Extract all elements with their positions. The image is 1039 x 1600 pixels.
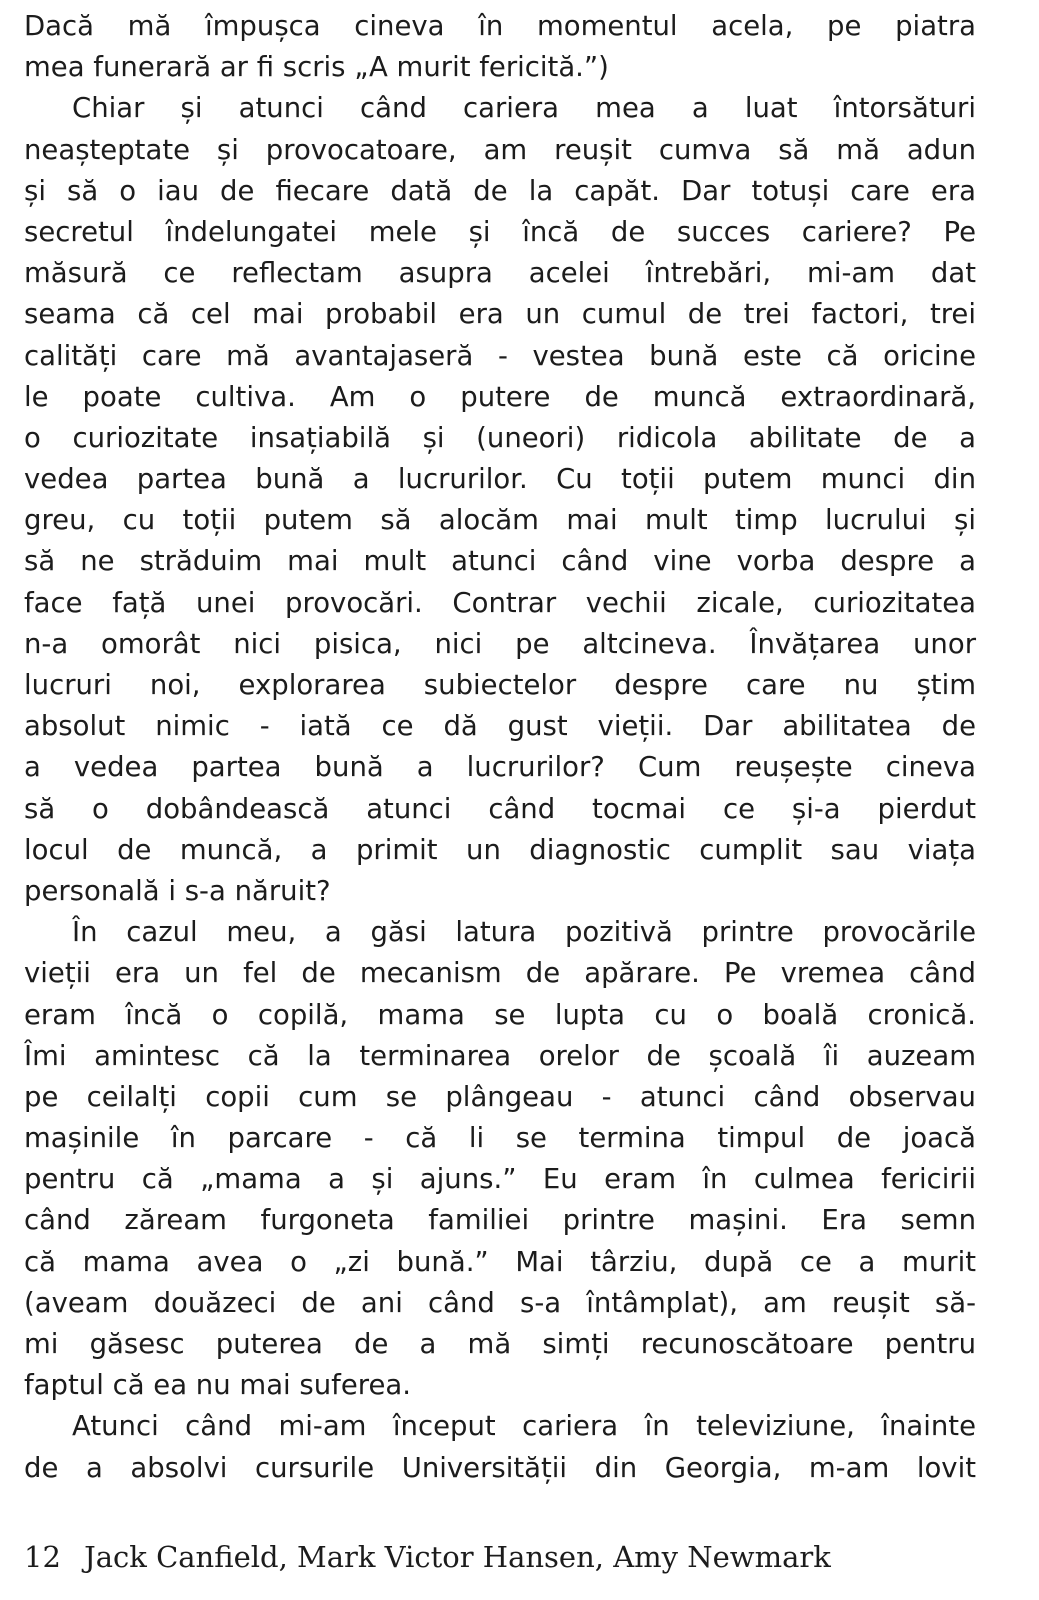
text-line: mașinile în parcare - că li se termina timpul de joacă <box>24 1122 976 1155</box>
text-line: În cazul meu, a găsi latura pozitivă printre provocările <box>72 916 976 949</box>
text-line: că mama avea o „zi bună.” Mai târziu, după ce a murit <box>24 1245 976 1278</box>
text-line: secretul îndelungatei mele și încă de succes cariere? Pe <box>24 215 976 248</box>
text-line: (aveam douăzeci de ani când s-a întâmplat), am reușit să- <box>24 1286 976 1319</box>
text-line: greu, cu toții putem să alocăm mai mult timp lucrului și <box>24 504 976 537</box>
text-line: când zăream furgoneta familiei printre mașini. Era semn <box>24 1204 976 1237</box>
text-line: neașteptate și provocatoare, am reușit cumva să mă adun <box>24 133 976 166</box>
text-line: să ne străduim mai mult atunci când vine vorba despre a <box>24 545 976 578</box>
text-line: seama că cel mai probabil era un cumul de trei factori, trei <box>24 298 976 331</box>
text-line: de a absolvi cursurile Universității din Georgia, m-am lovit <box>24 1451 976 1484</box>
text-line: Chiar și atunci când cariera mea a luat întorsături <box>72 92 976 125</box>
text-line: măsură ce reflectam asupra acelei întrebări, mi-am dat <box>24 257 976 290</box>
text-line: vedea partea bună a lucrurilor. Cu toții putem munci din <box>24 463 976 496</box>
text-line: n-a omorât nici pisica, nici pe altcineva. Învățarea unor <box>24 627 976 660</box>
text-line: lucruri noi, explorarea subiectelor despre care nu știm <box>24 669 976 701</box>
text-line: face față unei provocări. Contrar vechii zicale, curiozitatea <box>24 586 976 619</box>
page-footer <box>24 1540 831 1574</box>
text-line: locul de muncă, a primit un diagnostic cumplit sau viața <box>24 833 976 866</box>
text-line: Atunci când mi-am început cariera în televiziune, înainte <box>72 1410 976 1443</box>
text-line: mea funerară ar fi scris „A murit fericită.”) <box>24 51 609 84</box>
text-line: eram încă o copilă, mama se lupta cu o boală cronică. <box>24 998 976 1031</box>
text-line: pe ceilalți copii cum se plângeau - atunci când observau <box>24 1080 976 1113</box>
text-line: pentru că „mama a și ajuns.” Eu eram în culmea fericirii <box>24 1163 976 1196</box>
text-line: faptul că ea nu mai suferea. <box>24 1369 412 1402</box>
text-line: mi găsesc puterea de a mă simți recunoscătoare pentru <box>24 1328 976 1360</box>
page-number: 12 <box>24 1540 61 1574</box>
text-line: o curiozitate insațiabilă și (uneori) ridicola abilitate de a <box>24 421 976 454</box>
text-line: a vedea partea bună a lucrurilor? Cum reușește cineva <box>24 751 976 784</box>
text-line: personală i s-a năruit? <box>24 874 331 907</box>
text-line: să o dobândească atunci când tocmai ce și-a pierdut <box>24 792 976 825</box>
footer-authors: Jack Canfield, Mark Victor Hansen, Amy Newmark <box>84 1540 831 1574</box>
body-text <box>24 6 976 1489</box>
text-line: Îmi amintesc că la terminarea orelor de școală îi auzeam <box>24 1039 976 1072</box>
text-line: calități care mă avantajaseră - vestea bună este că oricine <box>24 339 976 372</box>
text-line: și să o iau de fiecare dată de la capăt. Dar totuși care era <box>24 174 976 207</box>
text-line: vieții era un fel de mecanism de apărare. Pe vremea când <box>24 957 976 990</box>
text-line: Dacă mă împușca cineva în momentul acela, pe piatra <box>24 10 976 42</box>
text-line: absolut nimic - iată ce dă gust vieții. Dar abilitatea de <box>24 710 976 743</box>
text-line: le poate cultiva. Am o putere de muncă extraordinară, <box>24 380 976 413</box>
